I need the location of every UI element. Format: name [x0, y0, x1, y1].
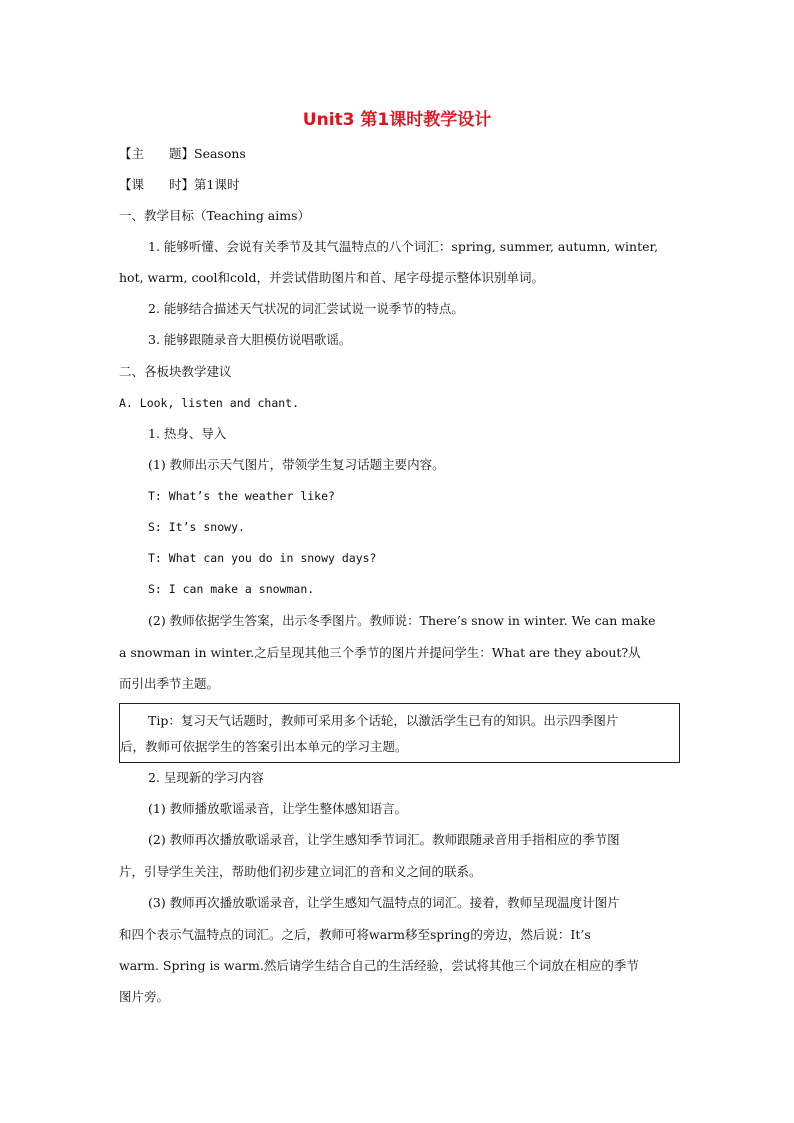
tip-box: [119, 703, 680, 763]
tip-line-2: 后，教师可依据学生的答案引出本单元的学习主题。: [120, 739, 408, 754]
step-2-item-3-line-4: 图片旁。: [119, 989, 170, 1004]
dialogue-line-3: T: What can you do in snowy days?: [148, 551, 377, 565]
step-1-item-2-line-1: (2) 教师依据学生答案，出示冬季图片。教师说：There’s snow in winter. We can make: [148, 613, 656, 628]
topic-line: 【主 题】Seasons: [119, 146, 246, 161]
step-2-item-3-line-2: 和四个表示气温特点的词汇。之后，教师可将warm移至spring的旁边，然后说：It’s: [119, 927, 591, 942]
section-heading-suggestions: 二、各板块教学建议: [119, 364, 232, 379]
step-2-heading: 2. 呈现新的学习内容: [148, 770, 264, 785]
dialogue-line-1: T: What’s the weather like?: [148, 489, 335, 503]
aim-2: 2. 能够结合描述天气状况的词汇尝试说一说季节的特点。: [148, 301, 464, 316]
dialogue-line-2: S: It’s snowy.: [148, 520, 245, 534]
step-1-heading: 1. 热身、导入: [148, 426, 227, 441]
step-2-item-2-line-1: (2) 教师再次播放歌谣录音，让学生感知季节词汇。教师跟随录音用手指相应的季节图: [148, 832, 620, 847]
aim-1-line-2: hot, warm, cool和cold，并尝试借助图片和首、尾字母提示整体识别单词。: [119, 270, 545, 285]
tip-line-1: Tip：复习天气话题时，教师可采用多个话轮，以激活学生已有的知识。出示四季图片: [148, 713, 619, 728]
page-title: Unit3 第1课时教学设计: [302, 110, 492, 130]
step-2-item-1: (1) 教师播放歌谣录音，让学生整体感知语言。: [148, 801, 408, 816]
aim-3: 3. 能够跟随录音大胆模仿说唱歌谣。: [148, 332, 352, 347]
step-2-item-3-line-3: warm. Spring is warm.然后请学生结合自己的生活经验，尝试将其他三个词放在相应的季节: [119, 958, 639, 973]
part-a-heading: A. Look, listen and chant.: [119, 396, 300, 410]
step-2-item-3-line-1: (3) 教师再次播放歌谣录音，让学生感知气温特点的词汇。接着，教师呈现温度计图片: [148, 895, 620, 910]
step-1-item-1: (1) 教师出示天气图片，带领学生复习话题主要内容。: [148, 457, 445, 472]
aim-1-line-1: 1. 能够听懂、会说有关季节及其气温特点的八个词汇：spring, summer, autumn, winter,: [148, 239, 659, 254]
step-1-item-2-line-3: 而引出季节主题。: [119, 676, 220, 691]
step-2-item-2-line-2: 片，引导学生关注，帮助他们初步建立词汇的音和义之间的联系。: [119, 864, 482, 879]
section-heading-aims: 一、教学目标（Teaching aims）: [119, 208, 311, 223]
step-1-item-2-line-2: a snowman in winter.之后呈现其他三个季节的图片并提问学生：What are they about?从: [119, 645, 641, 660]
period-line: 【课 时】第1课时: [119, 177, 240, 192]
dialogue-line-4: S: I can make a snowman.: [148, 582, 315, 596]
